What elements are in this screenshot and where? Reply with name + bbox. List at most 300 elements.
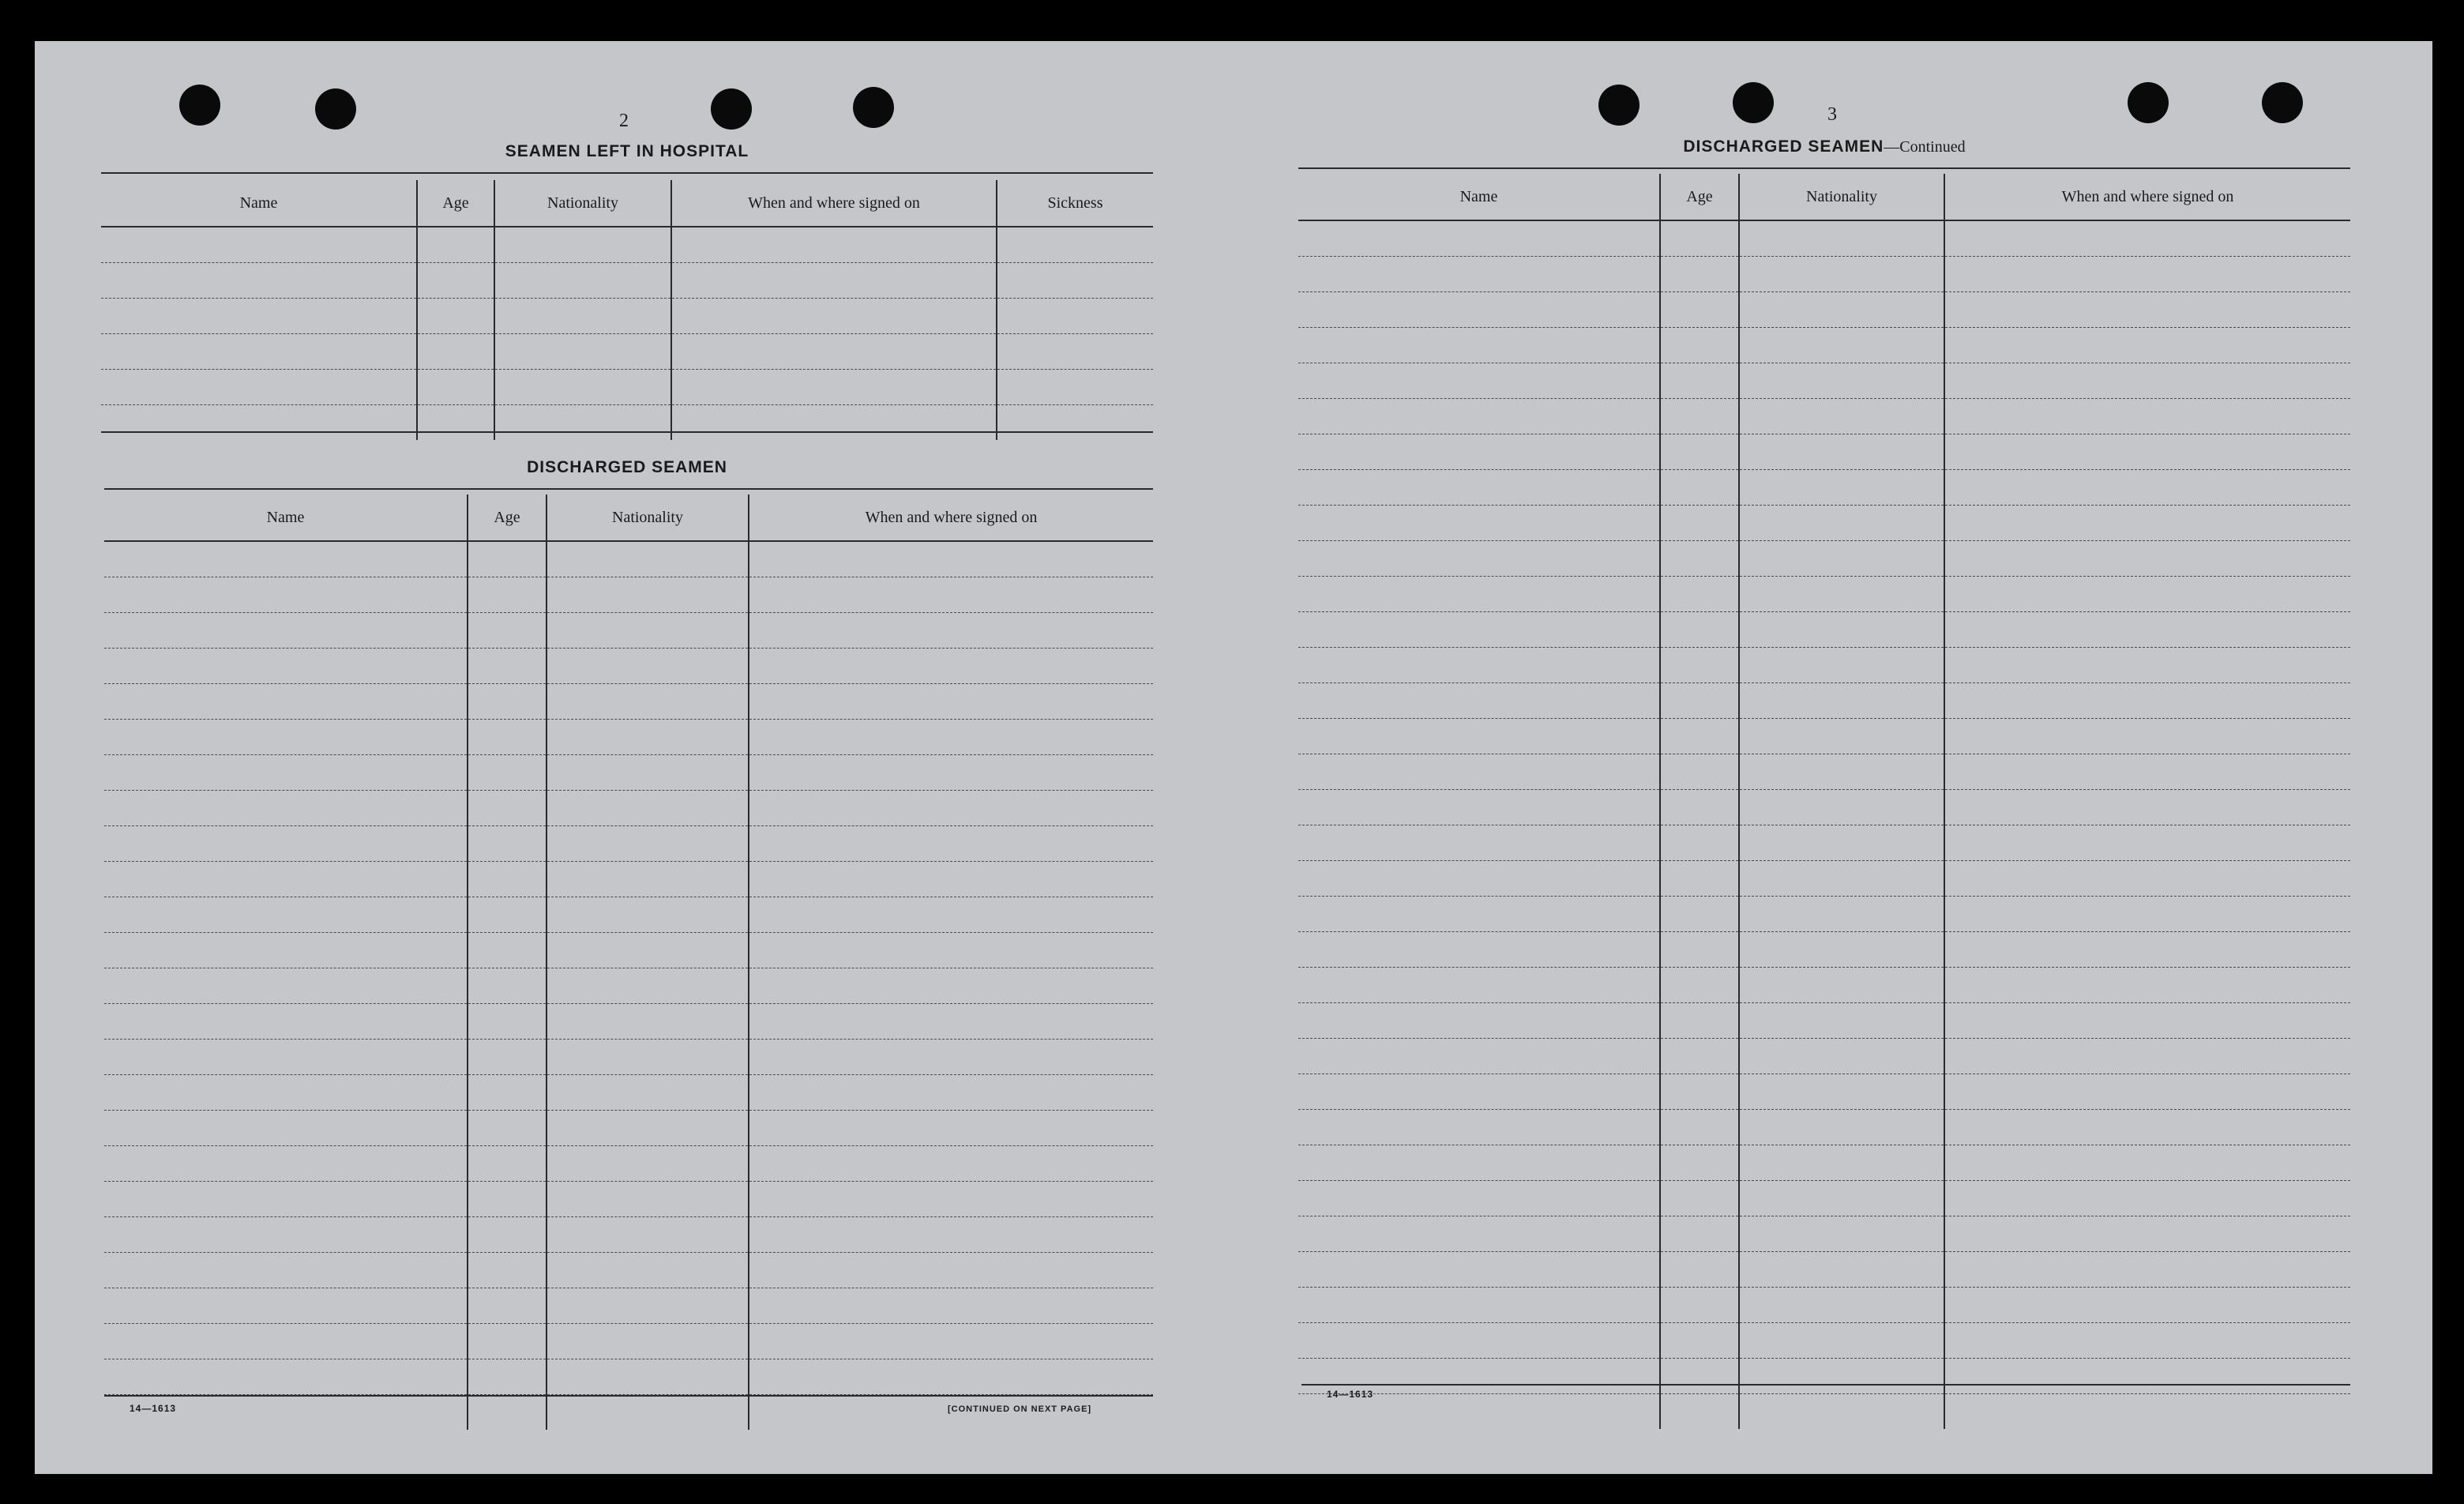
blank-cell xyxy=(1660,648,1739,683)
blank-cell xyxy=(1298,292,1660,328)
blank-cell xyxy=(547,1146,749,1182)
blank-cell xyxy=(1944,1394,2350,1430)
blank-cell xyxy=(1944,612,2350,648)
blank-cell xyxy=(1944,399,2350,434)
blank-cell xyxy=(1739,825,1944,861)
blank-cell xyxy=(104,1288,468,1324)
table-row xyxy=(1298,683,2350,719)
table-row xyxy=(104,826,1153,862)
table-row xyxy=(1298,470,2350,506)
blank-cell xyxy=(494,299,671,334)
blank-cell xyxy=(547,1288,749,1324)
blank-cell xyxy=(1739,257,1944,292)
blank-cell xyxy=(468,968,547,1004)
blank-cell xyxy=(1739,612,1944,648)
blank-cell xyxy=(749,1111,1153,1146)
table-row xyxy=(104,720,1153,755)
blank-cell xyxy=(1944,328,2350,363)
table-row xyxy=(101,370,1153,405)
blank-cell xyxy=(1660,825,1739,861)
blank-cell xyxy=(547,1324,749,1359)
form-sheet xyxy=(35,41,2432,1474)
blank-cell xyxy=(101,299,417,334)
blank-cell xyxy=(749,1075,1153,1111)
blank-cell xyxy=(104,684,468,720)
form-number-right: 14—1613 xyxy=(1327,1389,1374,1400)
table-row xyxy=(1298,861,2350,897)
blank-cell xyxy=(104,1253,468,1288)
hospital-section-title: SEAMEN LEFT IN HOSPITAL xyxy=(505,142,749,160)
blank-cell xyxy=(547,1253,749,1288)
blank-cell xyxy=(1944,1181,2350,1216)
blank-cell xyxy=(468,826,547,862)
blank-cell xyxy=(1739,790,1944,825)
blank-cell xyxy=(547,1111,749,1146)
table-row xyxy=(104,1359,1153,1395)
blank-cell xyxy=(547,968,749,1004)
blank-cell xyxy=(468,1253,547,1288)
blank-cell xyxy=(547,791,749,826)
blank-cell xyxy=(749,1288,1153,1324)
table-row xyxy=(1298,399,2350,434)
blank-cell xyxy=(1739,683,1944,719)
blank-cell xyxy=(468,720,547,755)
blank-cell xyxy=(468,1288,547,1324)
blank-cell xyxy=(1660,328,1739,363)
page-number-right: 3 xyxy=(1827,104,1837,125)
table-row xyxy=(104,968,1153,1004)
blank-cell xyxy=(547,862,749,897)
table-row xyxy=(104,791,1153,826)
table-row xyxy=(1298,1145,2350,1181)
blank-cell xyxy=(468,1359,547,1395)
blank-cell xyxy=(547,649,749,684)
blank-cell xyxy=(104,577,468,613)
column-header-nationality: Nationality xyxy=(547,494,749,541)
section-rule xyxy=(101,172,1153,174)
blank-cell xyxy=(104,897,468,933)
table-row xyxy=(104,933,1153,968)
continued-notice: [CONTINUED ON NEXT PAGE] xyxy=(948,1404,1092,1414)
punch-hole-icon xyxy=(1733,82,1774,123)
table-row xyxy=(1298,292,2350,328)
blank-cell xyxy=(104,1111,468,1146)
blank-cell xyxy=(1944,968,2350,1003)
blank-cell xyxy=(997,227,1153,263)
blank-cell xyxy=(997,334,1153,370)
blank-cell xyxy=(101,405,417,441)
blank-cell xyxy=(997,405,1153,441)
table-row xyxy=(1298,648,2350,683)
table-row xyxy=(104,1288,1153,1324)
blank-cell xyxy=(1739,1003,1944,1039)
blank-cell xyxy=(1660,1145,1739,1181)
blank-cell xyxy=(1298,257,1660,292)
blank-cell xyxy=(1660,1394,1739,1430)
table-row xyxy=(104,649,1153,684)
table-row xyxy=(1298,825,2350,861)
blank-cell xyxy=(494,334,671,370)
blank-cell xyxy=(1298,1074,1660,1110)
blank-cell xyxy=(1739,577,1944,612)
blank-cell xyxy=(1298,1003,1660,1039)
blank-cell xyxy=(547,1359,749,1395)
blank-cell xyxy=(1298,1288,1660,1323)
table-row xyxy=(1298,754,2350,790)
blank-cell xyxy=(468,1004,547,1040)
table-row xyxy=(104,1111,1153,1146)
blank-cell xyxy=(749,968,1153,1004)
blank-cell xyxy=(494,263,671,299)
blank-cell xyxy=(101,370,417,405)
blank-cell xyxy=(1739,1252,1944,1288)
table-row xyxy=(101,334,1153,370)
table-row xyxy=(104,1040,1153,1075)
column-header-name: Name xyxy=(1298,174,1660,220)
table-row xyxy=(1298,1323,2350,1359)
blank-cell xyxy=(468,649,547,684)
blank-cell xyxy=(1298,434,1660,470)
blank-cell xyxy=(547,1182,749,1217)
blank-cell xyxy=(1298,1181,1660,1216)
blank-cell xyxy=(1739,292,1944,328)
blank-cell xyxy=(671,263,997,299)
table-row xyxy=(104,541,1153,577)
blank-cell xyxy=(1298,1039,1660,1074)
blank-cell xyxy=(468,1075,547,1111)
blank-cell xyxy=(1660,434,1739,470)
blank-cell xyxy=(671,227,997,263)
blank-cell xyxy=(468,613,547,649)
blank-cell xyxy=(417,299,494,334)
blank-cell xyxy=(468,541,547,577)
blank-cell xyxy=(1739,648,1944,683)
punch-hole-icon xyxy=(2128,82,2169,123)
blank-cell xyxy=(749,1004,1153,1040)
blank-cell xyxy=(494,227,671,263)
blank-cell xyxy=(1944,1003,2350,1039)
punch-hole-icon xyxy=(711,88,752,130)
column-header-signed-on: When and where signed on xyxy=(671,180,997,227)
blank-cell xyxy=(749,1324,1153,1359)
table-row xyxy=(1298,1288,2350,1323)
blank-cell xyxy=(468,577,547,613)
section-rule xyxy=(101,431,1153,433)
blank-cell xyxy=(1944,1110,2350,1145)
punch-hole-icon xyxy=(853,87,894,128)
blank-cell xyxy=(1298,506,1660,541)
blank-cell xyxy=(104,968,468,1004)
table-row xyxy=(1298,434,2350,470)
blank-cell xyxy=(1660,363,1739,399)
blank-cell xyxy=(1739,719,1944,754)
blank-cell xyxy=(1298,220,1660,257)
blank-cell xyxy=(1739,328,1944,363)
blank-cell xyxy=(104,1359,468,1395)
discharged-table xyxy=(104,494,1153,1430)
blank-cell xyxy=(494,405,671,441)
table-row xyxy=(1298,897,2350,932)
table-row xyxy=(1298,506,2350,541)
blank-cell xyxy=(1298,683,1660,719)
blank-cell xyxy=(468,791,547,826)
blank-cell xyxy=(1660,1359,1739,1394)
blank-cell xyxy=(1660,220,1739,257)
blank-cell xyxy=(1298,470,1660,506)
blank-cell xyxy=(749,1182,1153,1217)
blank-cell xyxy=(1944,577,2350,612)
table-row xyxy=(104,1075,1153,1111)
column-header-name: Name xyxy=(104,494,468,541)
blank-cell xyxy=(1298,790,1660,825)
blank-cell xyxy=(1944,790,2350,825)
blank-cell xyxy=(749,826,1153,862)
blank-cell xyxy=(468,862,547,897)
blank-cell xyxy=(547,1004,749,1040)
blank-cell xyxy=(749,862,1153,897)
blank-cell xyxy=(1298,719,1660,754)
table-row xyxy=(1298,1003,2350,1039)
table-row xyxy=(104,684,1153,720)
blank-cell xyxy=(417,370,494,405)
table-row xyxy=(1298,1394,2350,1430)
blank-cell xyxy=(1660,1288,1739,1323)
blank-cell xyxy=(749,649,1153,684)
blank-cell xyxy=(1944,754,2350,790)
blank-cell xyxy=(104,862,468,897)
blank-cell xyxy=(1944,825,2350,861)
blank-cell xyxy=(997,263,1153,299)
blank-cell xyxy=(468,755,547,791)
blank-cell xyxy=(1739,1074,1944,1110)
form-number-left: 14—1613 xyxy=(130,1403,177,1414)
blank-cell xyxy=(1739,932,1944,968)
blank-cell xyxy=(1739,968,1944,1003)
blank-cell xyxy=(104,1040,468,1075)
blank-cell xyxy=(468,684,547,720)
blank-cell xyxy=(1944,648,2350,683)
blank-cell xyxy=(1944,1323,2350,1359)
blank-cell xyxy=(104,649,468,684)
blank-cell xyxy=(1298,399,1660,434)
blank-cell xyxy=(547,933,749,968)
blank-cell xyxy=(671,370,997,405)
blank-cell xyxy=(104,933,468,968)
blank-cell xyxy=(997,299,1153,334)
blank-cell xyxy=(1660,541,1739,577)
blank-cell xyxy=(1739,363,1944,399)
blank-cell xyxy=(104,720,468,755)
blank-cell xyxy=(1944,257,2350,292)
table-row xyxy=(1298,968,2350,1003)
blank-cell xyxy=(1298,1145,1660,1181)
section-title: DISCHARGED SEAMEN xyxy=(1683,137,1884,156)
blank-cell xyxy=(1944,897,2350,932)
table-row xyxy=(1298,1039,2350,1074)
blank-cell xyxy=(1944,470,2350,506)
blank-cell xyxy=(417,334,494,370)
blank-cell xyxy=(1944,932,2350,968)
blank-cell xyxy=(417,263,494,299)
section-rule xyxy=(104,488,1153,490)
blank-cell xyxy=(1739,434,1944,470)
table-row xyxy=(1298,1252,2350,1288)
hospital-table xyxy=(101,180,1153,440)
blank-cell xyxy=(547,720,749,755)
table-row xyxy=(1298,1181,2350,1216)
table-row xyxy=(1298,1074,2350,1110)
blank-cell xyxy=(1660,897,1739,932)
blank-cell xyxy=(1660,1110,1739,1145)
table-row xyxy=(101,263,1153,299)
column-header-age: Age xyxy=(468,494,547,541)
column-header-age: Age xyxy=(1660,174,1739,220)
blank-cell xyxy=(1298,1323,1660,1359)
table-row xyxy=(1298,577,2350,612)
blank-cell xyxy=(1739,754,1944,790)
blank-cell xyxy=(1739,1359,1944,1394)
blank-cell xyxy=(547,577,749,613)
blank-cell xyxy=(468,1040,547,1075)
blank-cell xyxy=(1739,1323,1944,1359)
blank-cell xyxy=(1739,1216,1944,1252)
blank-cell xyxy=(1660,968,1739,1003)
blank-cell xyxy=(1944,1074,2350,1110)
table-row xyxy=(104,862,1153,897)
section-rule xyxy=(104,1395,1153,1397)
column-header-nationality: Nationality xyxy=(1739,174,1944,220)
blank-cell xyxy=(1739,1110,1944,1145)
blank-cell xyxy=(671,405,997,441)
blank-cell xyxy=(1660,1181,1739,1216)
blank-cell xyxy=(468,1395,547,1431)
blank-cell xyxy=(1660,1039,1739,1074)
blank-cell xyxy=(671,299,997,334)
blank-cell xyxy=(749,720,1153,755)
blank-cell xyxy=(1660,932,1739,968)
blank-cell xyxy=(671,334,997,370)
blank-cell xyxy=(1944,1039,2350,1074)
table-row xyxy=(104,577,1153,613)
blank-cell xyxy=(1660,612,1739,648)
discharged-continued-table xyxy=(1298,174,2350,1429)
blank-cell xyxy=(749,577,1153,613)
blank-cell xyxy=(1298,1252,1660,1288)
blank-cell xyxy=(1660,754,1739,790)
punch-hole-icon xyxy=(315,88,356,130)
blank-cell xyxy=(468,1324,547,1359)
blank-cell xyxy=(547,613,749,649)
table-row xyxy=(1298,1216,2350,1252)
blank-cell xyxy=(1739,220,1944,257)
discharged-continued-title xyxy=(1298,137,2350,156)
blank-cell xyxy=(1944,220,2350,257)
column-header-name: Name xyxy=(101,180,417,227)
section-rule xyxy=(1301,1384,2350,1386)
blank-cell xyxy=(101,227,417,263)
blank-cell xyxy=(749,613,1153,649)
blank-cell xyxy=(1739,541,1944,577)
blank-cell xyxy=(468,1217,547,1253)
table-row xyxy=(104,1182,1153,1217)
table-row xyxy=(104,1253,1153,1288)
blank-cell xyxy=(1944,683,2350,719)
punch-hole-icon xyxy=(1598,85,1640,126)
blank-cell xyxy=(101,263,417,299)
blank-cell xyxy=(1298,612,1660,648)
blank-cell xyxy=(1298,1216,1660,1252)
table-row xyxy=(101,405,1153,441)
column-header-nationality: Nationality xyxy=(494,180,671,227)
blank-cell xyxy=(1660,861,1739,897)
blank-cell xyxy=(1944,292,2350,328)
blank-cell xyxy=(1739,1288,1944,1323)
blank-cell xyxy=(468,1146,547,1182)
blank-cell xyxy=(104,826,468,862)
blank-cell xyxy=(1944,1288,2350,1323)
blank-cell xyxy=(1739,1394,1944,1430)
blank-cell xyxy=(104,1182,468,1217)
blank-cell xyxy=(1298,932,1660,968)
column-header-signed-on: When and where signed on xyxy=(1944,174,2350,220)
table-row xyxy=(104,755,1153,791)
table-row xyxy=(1298,328,2350,363)
blank-cell xyxy=(1944,861,2350,897)
table-row xyxy=(104,897,1153,933)
table-row xyxy=(1298,220,2350,257)
blank-cell xyxy=(1660,257,1739,292)
blank-cell xyxy=(1944,1216,2350,1252)
blank-cell xyxy=(1739,1039,1944,1074)
blank-cell xyxy=(104,1146,468,1182)
blank-cell xyxy=(104,1004,468,1040)
blank-cell xyxy=(749,541,1153,577)
blank-cell xyxy=(1739,399,1944,434)
table-row xyxy=(1298,719,2350,754)
blank-cell xyxy=(749,897,1153,933)
blank-cell xyxy=(547,1040,749,1075)
continued-suffix: —Continued xyxy=(1884,138,1966,156)
blank-cell xyxy=(1660,399,1739,434)
blank-cell xyxy=(468,933,547,968)
table-row xyxy=(104,1324,1153,1359)
discharged-section-title: DISCHARGED SEAMEN xyxy=(527,458,727,476)
column-header-age: Age xyxy=(417,180,494,227)
blank-cell xyxy=(1660,506,1739,541)
blank-cell xyxy=(547,1395,749,1431)
blank-cell xyxy=(1298,754,1660,790)
blank-cell xyxy=(749,1253,1153,1288)
blank-cell xyxy=(1944,1359,2350,1394)
blank-cell xyxy=(1944,541,2350,577)
blank-cell xyxy=(1739,1181,1944,1216)
blank-cell xyxy=(468,1182,547,1217)
blank-cell xyxy=(547,755,749,791)
blank-cell xyxy=(749,1146,1153,1182)
blank-cell xyxy=(1660,683,1739,719)
punch-hole-icon xyxy=(179,85,220,126)
table-row xyxy=(1298,1359,2350,1394)
punch-hole-icon xyxy=(2262,82,2303,123)
blank-cell xyxy=(1660,1252,1739,1288)
column-header-signed-on: When and where signed on xyxy=(749,494,1153,541)
blank-cell xyxy=(749,1359,1153,1395)
blank-cell xyxy=(749,1217,1153,1253)
blank-cell xyxy=(547,1075,749,1111)
blank-cell xyxy=(104,1217,468,1253)
blank-cell xyxy=(1660,292,1739,328)
blank-cell xyxy=(1298,897,1660,932)
